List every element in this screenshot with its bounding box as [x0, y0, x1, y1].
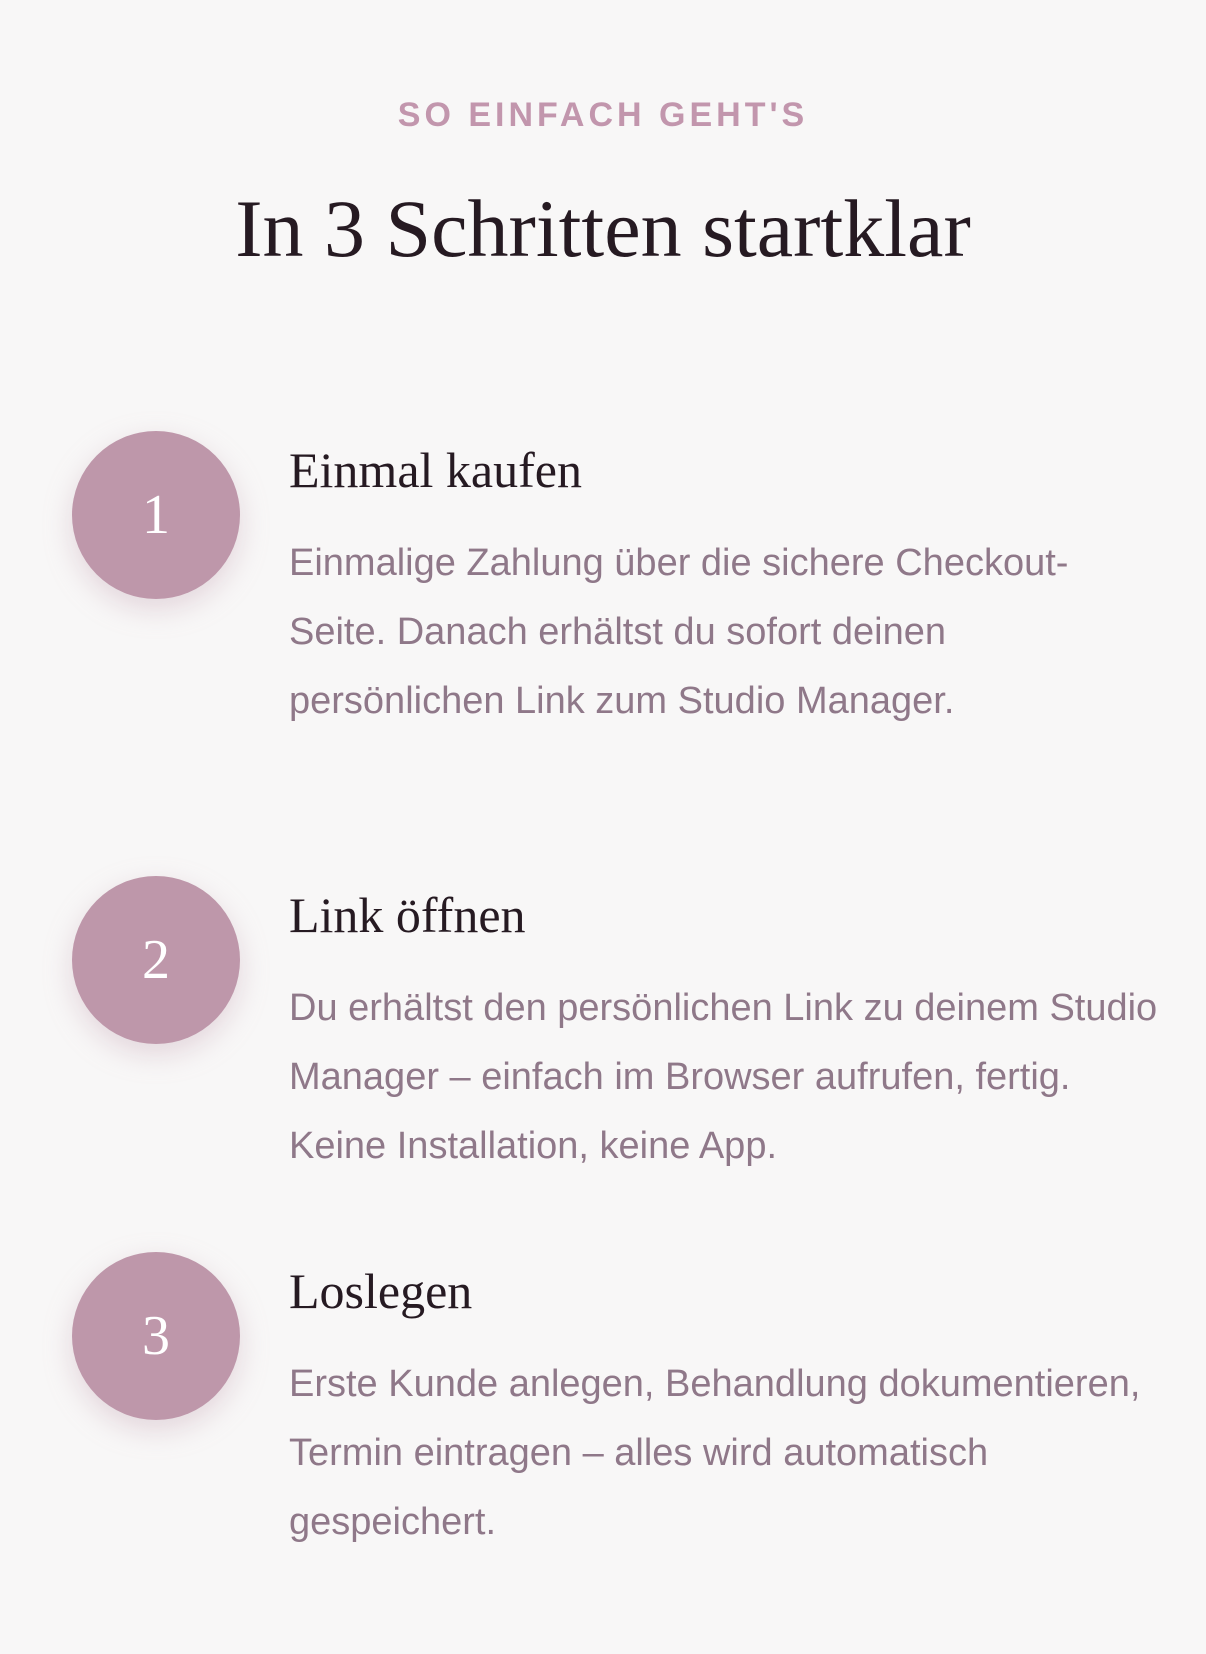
step-title: Loslegen	[289, 1263, 473, 1319]
step-title: Link öffnen	[289, 887, 526, 943]
step-number: 1	[142, 484, 170, 546]
step-description: Du erhältst den persönlichen Link zu deinem Studio Manager – einfach im Browser aufrufen, fertig. Keine Installation, keine App.	[289, 987, 1158, 1167]
step-description: Erste Kunde anlegen, Behandlung dokumentieren, Termin eintragen – alles wird automatisch gespeichert.	[289, 1363, 1141, 1543]
step-number-badge	[72, 876, 240, 1044]
step-number-badge	[72, 1252, 240, 1420]
step-number: 3	[142, 1305, 170, 1367]
step-number-badge	[72, 431, 240, 599]
step-description: Einmalige Zahlung über die sichere Checkout-Seite. Danach erhältst du sofort deinen persönlichen Link zum Studio Manager.	[289, 542, 1069, 722]
step-title: Einmal kaufen	[289, 442, 582, 498]
section-title: In 3 Schritten startklar	[235, 183, 971, 274]
section-eyebrow: SO EINFACH GEHT'S	[397, 96, 809, 134]
step-number: 2	[142, 929, 170, 991]
